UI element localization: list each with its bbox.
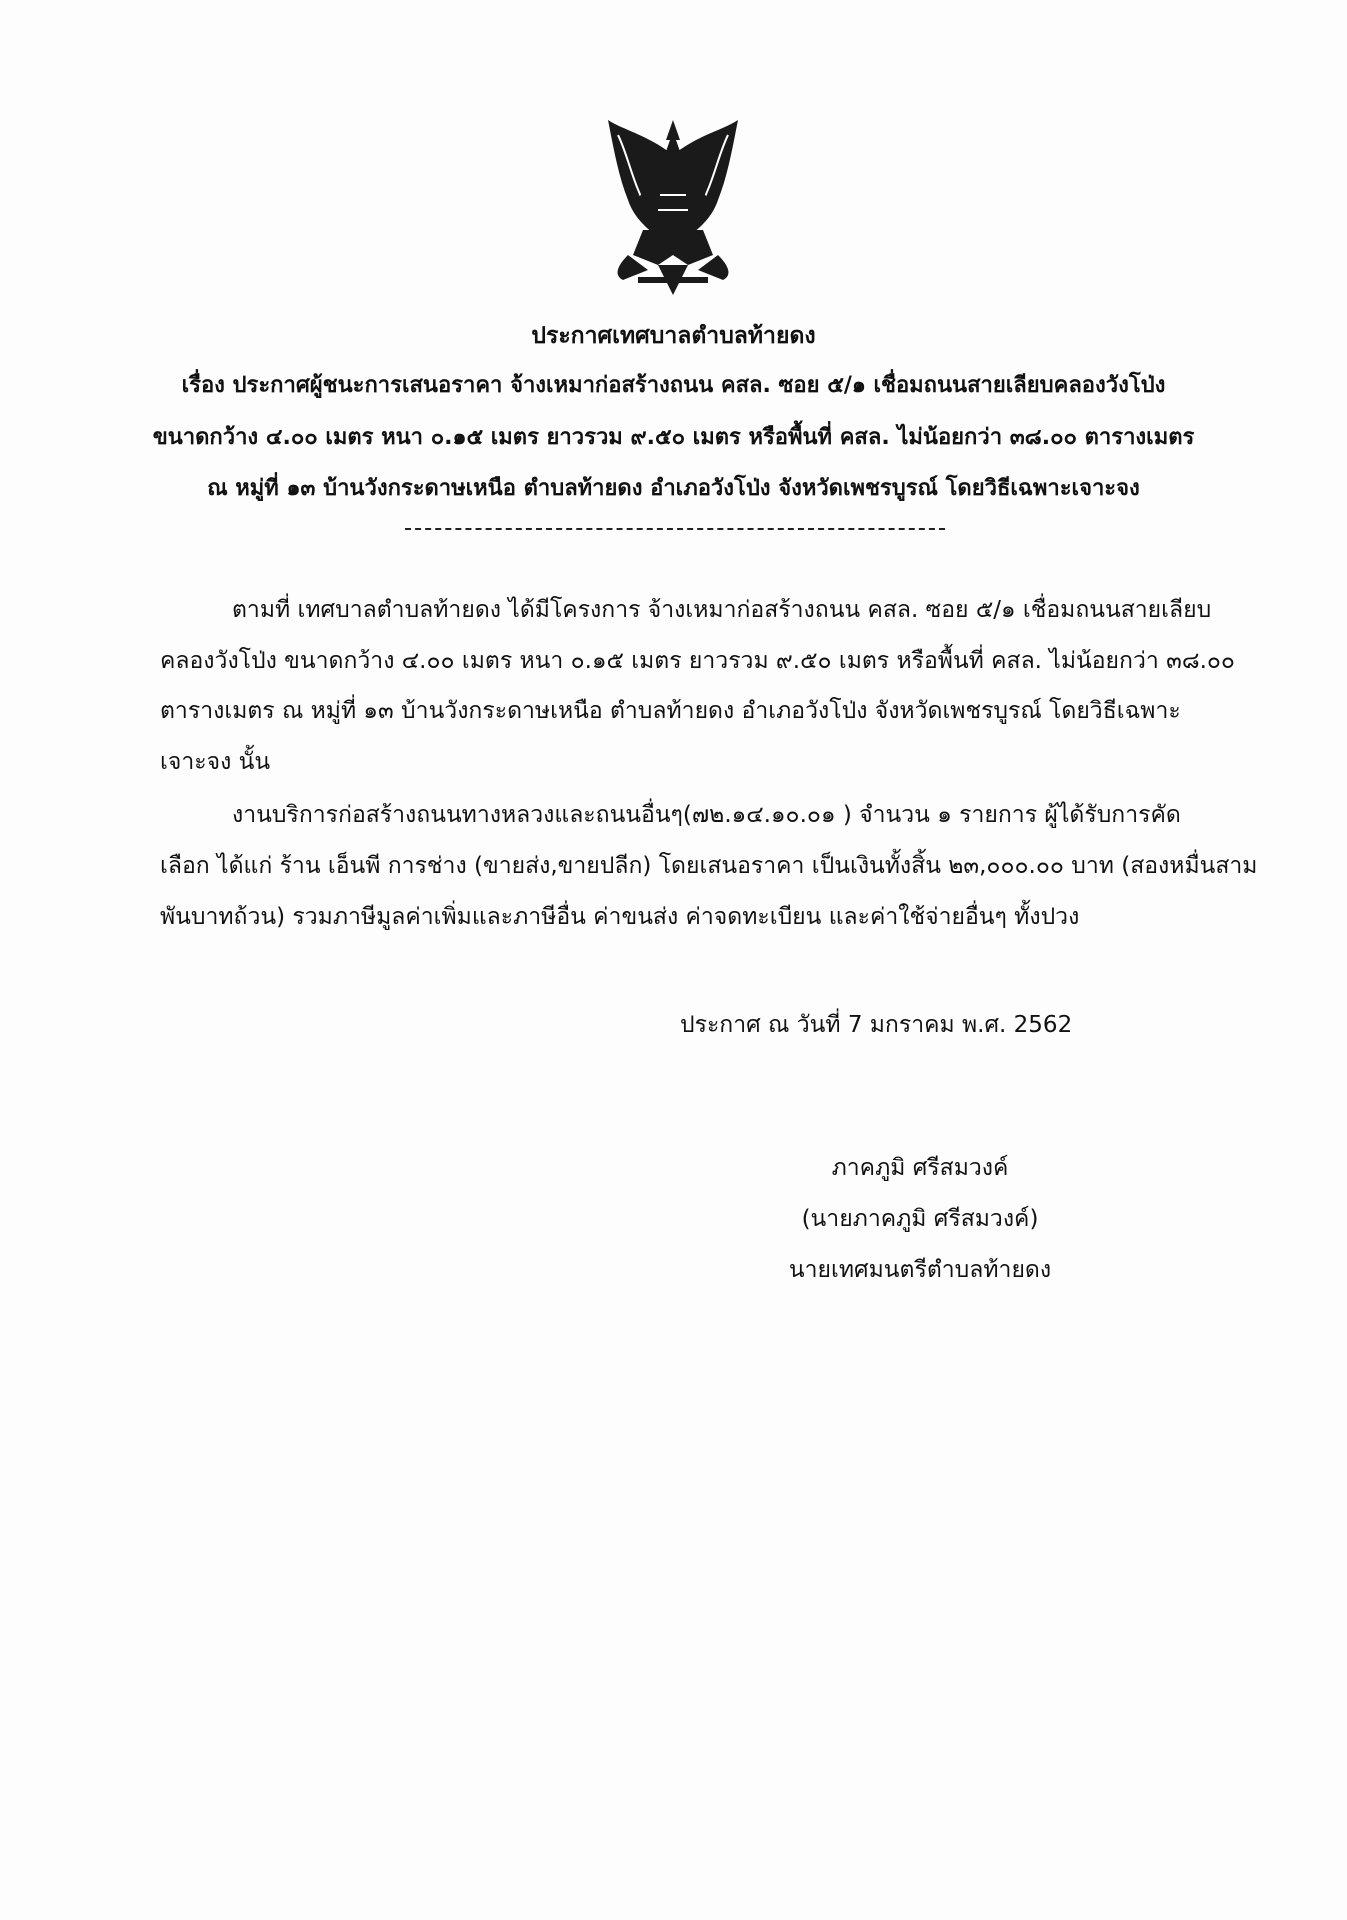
paragraph-line: เลือก ได้แก่ ร้าน เอ็นพี การช่าง (ขายส่ง,ขายปลีก) โดยเสนอราคา เป็นเงินทั้งสิ้น ๒๓,๐๐๐.๐๐ บาท (สองหมื่นสาม xyxy=(160,853,1258,879)
subject-line: ณ หมู่ที่ ๑๓ บ้านวังกระดาษเหนือ ตำบลท้ายดง อำเภอวังโป่ง จังหวัดเพชรบูรณ์ โดยวิธีเฉพาะเจาะจง xyxy=(207,476,1140,501)
garuda-emblem-icon xyxy=(588,115,758,305)
signed-name: ภาคภูมิ ศรีสมวงค์ xyxy=(831,1155,1009,1181)
subject-line: ขนาดกว้าง ๔.๐๐ เมตร หนา ๐.๑๕ เมตร ยาวรวม ๙.๕๐ เมตร หรือพื้นที่ คสล. ไม่น้อยกว่า ๓๘.๐๐ ตารางเมตร xyxy=(152,425,1195,450)
subject-line: เรื่อง ประกาศผู้ชนะการเสนอราคา จ้างเหมาก่อสร้างถนน คสล. ซอย ๕/๑ เชื่อมถนนสายเลียบคลองวังโป่ง xyxy=(181,373,1166,398)
paragraph-line: งานบริการก่อสร้างถนนทางหลวงและถนนอื่นๆ(๗๒.๑๔.๑๐.๐๑ ) จำนวน ๑ รายการ ผู้ได้รับการคัด xyxy=(232,802,1181,828)
paragraph-line: ตารางเมตร ณ หมู่ที่ ๑๓ บ้านวังกระดาษเหนือ ตำบลท้ายดง อำเภอวังโป่ง จังหวัดเพชรบูรณ์ โดยวิธีเฉพาะ xyxy=(160,698,1181,724)
full-name: (นายภาคภูมิ ศรีสมวงค์) xyxy=(801,1206,1039,1232)
paragraph-line: คลองวังโป่ง ขนาดกว้าง ๔.๐๐ เมตร หนา ๐.๑๕ เมตร ยาวรวม ๙.๕๐ เมตร หรือพื้นที่ คสล. ไม่น้อยกว่า ๓๘.๐๐ xyxy=(160,648,1235,674)
notice-title: ประกาศเทศบาลตำบลท้ายดง xyxy=(531,323,816,349)
header-divider xyxy=(405,528,945,530)
announcement-date: ประกาศ ณ วันที่ 7 มกราคม พ.ศ. 2562 xyxy=(680,1012,1073,1038)
paragraph-line: พันบาทถ้วน) รวมภาษีมูลค่าเพิ่มและภาษีอื่น ค่าขนส่ง ค่าจดทะเบียน และค่าใช้จ่ายอื่นๆ ทั้งปวง xyxy=(160,904,1080,930)
paragraph-line: ตามที่ เทศบาลตำบลท้ายดง ได้มีโครงการ จ้างเหมาก่อสร้างถนน คสล. ซอย ๕/๑ เชื่อมถนนสายเลียบ xyxy=(232,597,1212,623)
signer-position: นายเทศมนตรีตำบลท้ายดง xyxy=(788,1257,1052,1283)
paragraph-line: เจาะจง นั้น xyxy=(160,749,271,775)
